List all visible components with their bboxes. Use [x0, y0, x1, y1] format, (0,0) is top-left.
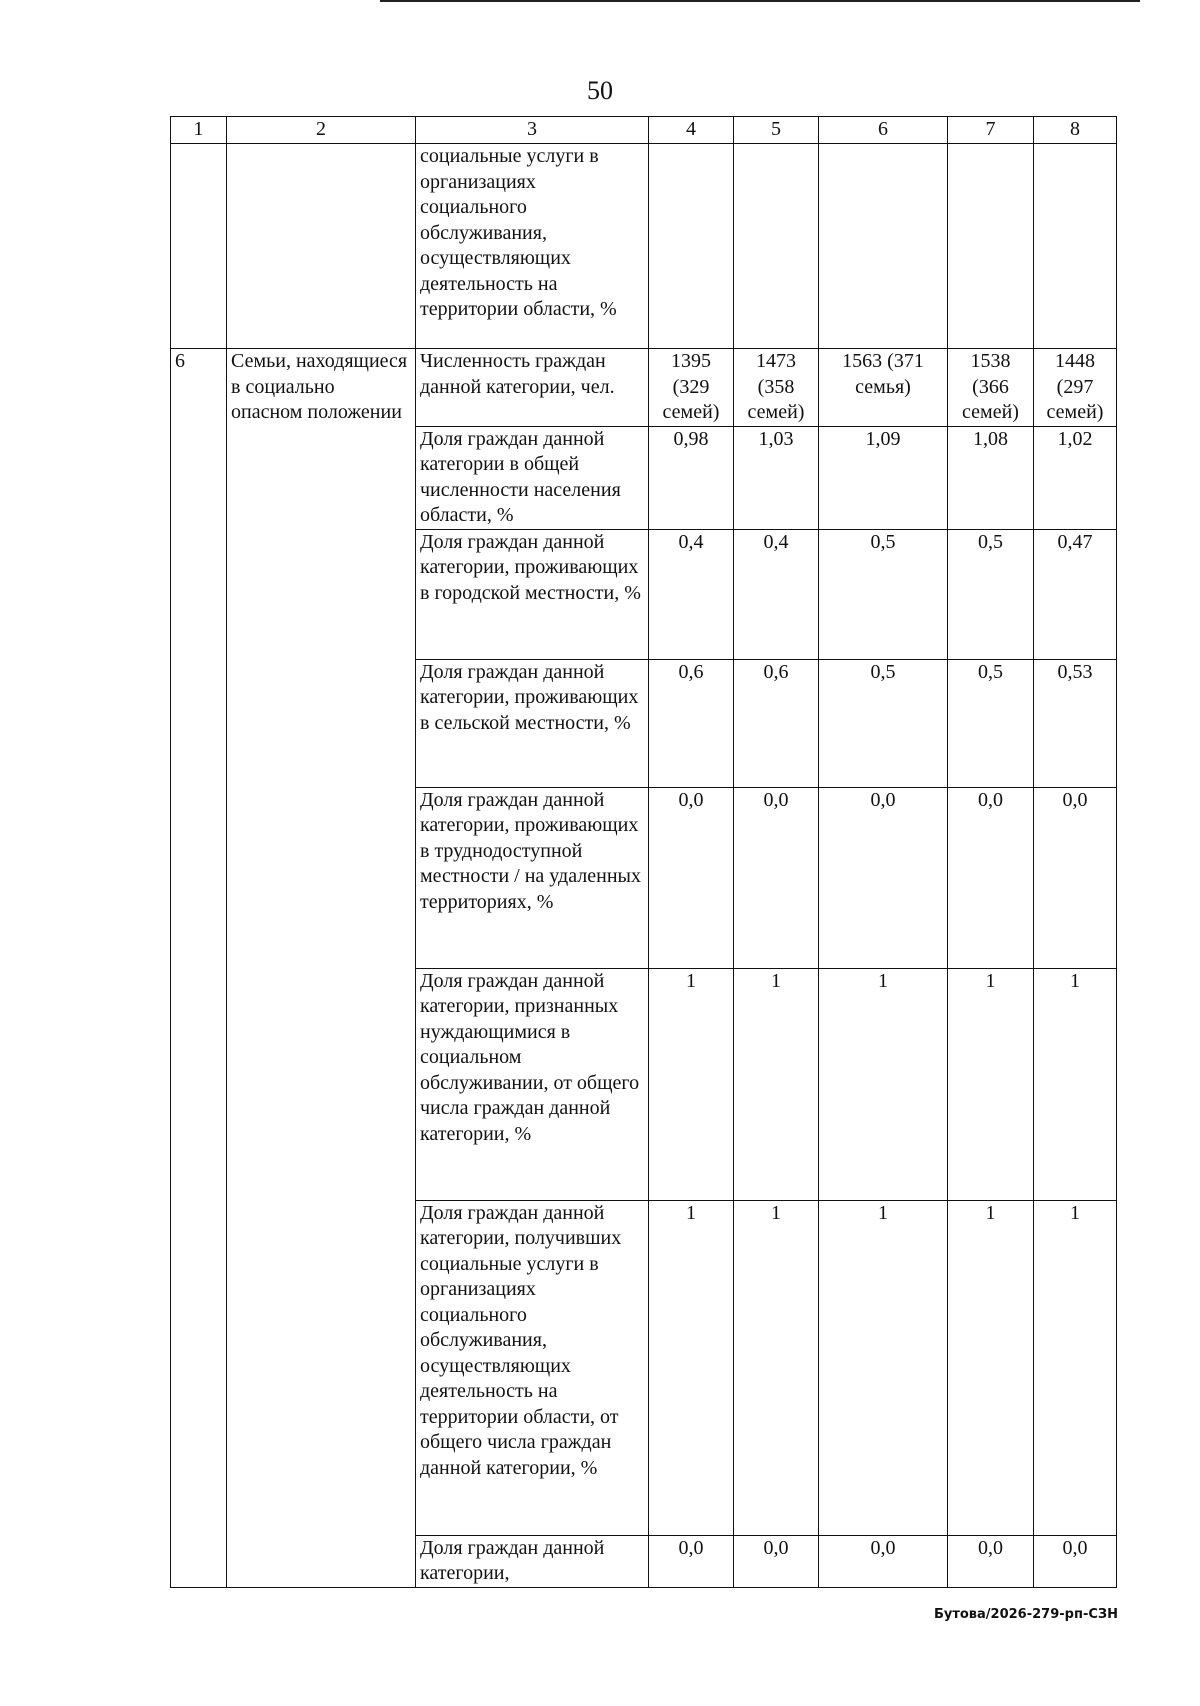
value-cell: 0,98 [649, 426, 734, 529]
value-cell: 0,6 [734, 659, 819, 787]
indicator-cell: Доля граждан данной категории, получивших социальные услуги в организациях социального обслуживания, осуществляющих деятельность на территории области, от общего числа граждан данной категории, % [416, 1200, 649, 1535]
value-cell: 1 [948, 968, 1034, 1200]
category-cell: Семьи, находящиеся в социально опасном положении [227, 349, 416, 1588]
value-cell: 0,53 [1034, 659, 1117, 787]
value-cell: 1 [734, 968, 819, 1200]
value-cell: 0,0 [1034, 787, 1117, 968]
value-cell: 1538 (366 семей) [948, 349, 1034, 427]
value-cell: 0,0 [948, 787, 1034, 968]
value-cell: 1 [819, 1200, 948, 1535]
value-cell: 1 [819, 968, 948, 1200]
value-cell: 0,5 [819, 529, 948, 659]
value-cell: 1 [1034, 1200, 1117, 1535]
value-cell: 1 [1034, 968, 1117, 1200]
value-cell: 0,5 [948, 659, 1034, 787]
column-header-4: 4 [649, 117, 734, 144]
value-cell [734, 144, 819, 349]
value-cell: 0,0 [948, 1535, 1034, 1587]
column-header-3: 3 [416, 117, 649, 144]
value-cell: 0,4 [649, 529, 734, 659]
value-cell: 1,02 [1034, 426, 1117, 529]
indicator-cell: Численность граждан данной категории, чел. [416, 349, 649, 427]
value-cell [649, 144, 734, 349]
value-cell: 1448 (297 семей) [1034, 349, 1117, 427]
value-cell: 0,47 [1034, 529, 1117, 659]
value-cell: 0,0 [649, 1535, 734, 1587]
indicator-cell: социальные услуги в организациях социального обслуживания, осуществляющих деятельность на территории области, % [416, 144, 649, 349]
page-number: 50 [587, 76, 613, 105]
column-header-6: 6 [819, 117, 948, 144]
value-cell: 1395 (329 семей) [649, 349, 734, 427]
value-cell: 1563 (371 семья) [819, 349, 948, 427]
category-cell [227, 144, 416, 349]
header-row [171, 117, 1117, 144]
value-cell: 1 [649, 968, 734, 1200]
indicator-cell: Доля граждан данной категории, проживающих в сельской местности, % [416, 659, 649, 787]
value-cell [948, 144, 1034, 349]
value-cell: 0,0 [1034, 1535, 1117, 1587]
value-cell: 0,0 [734, 1535, 819, 1587]
value-cell: 0,0 [819, 1535, 948, 1587]
value-cell: 0,0 [819, 787, 948, 968]
value-cell: 0,0 [649, 787, 734, 968]
row-number-cell: 6 [171, 349, 227, 1588]
value-cell: 1,08 [948, 426, 1034, 529]
value-cell [819, 144, 948, 349]
value-cell: 0,4 [734, 529, 819, 659]
row-number-cell [171, 144, 227, 349]
value-cell: 0,5 [819, 659, 948, 787]
indicator-cell: Доля граждан данной категории, проживающих в труднодоступной местности / на удаленных территориях, % [416, 787, 649, 968]
value-cell: 1,03 [734, 426, 819, 529]
column-header-5: 5 [734, 117, 819, 144]
value-cell: 1 [734, 1200, 819, 1535]
column-header-7: 7 [948, 117, 1034, 144]
value-cell: 1 [948, 1200, 1034, 1535]
data-table [170, 116, 1117, 1588]
value-cell: 0,0 [734, 787, 819, 968]
document-code: Бутова/2026-279-рп-СЗН [933, 1607, 1118, 1622]
column-header-1: 1 [171, 117, 227, 144]
scan-top-edge [380, 0, 1140, 2]
value-cell: 0,6 [649, 659, 734, 787]
value-cell: 1 [649, 1200, 734, 1535]
indicator-cell: Доля граждан данной категории, проживающих в городской местности, % [416, 529, 649, 659]
indicator-cell: Доля граждан данной категории, признанных нуждающимися в социальном обслуживании, от общего числа граждан данной категории, % [416, 968, 649, 1200]
column-header-2: 2 [227, 117, 416, 144]
table-row [171, 349, 1117, 427]
value-cell: 1,09 [819, 426, 948, 529]
table-row [171, 144, 1117, 349]
indicator-cell: Доля граждан данной категории, [416, 1535, 649, 1587]
value-cell [1034, 144, 1117, 349]
value-cell: 1473 (358 семей) [734, 349, 819, 427]
column-header-8: 8 [1034, 117, 1117, 144]
value-cell: 0,5 [948, 529, 1034, 659]
indicator-cell: Доля граждан данной категории в общей численности населения области, % [416, 426, 649, 529]
